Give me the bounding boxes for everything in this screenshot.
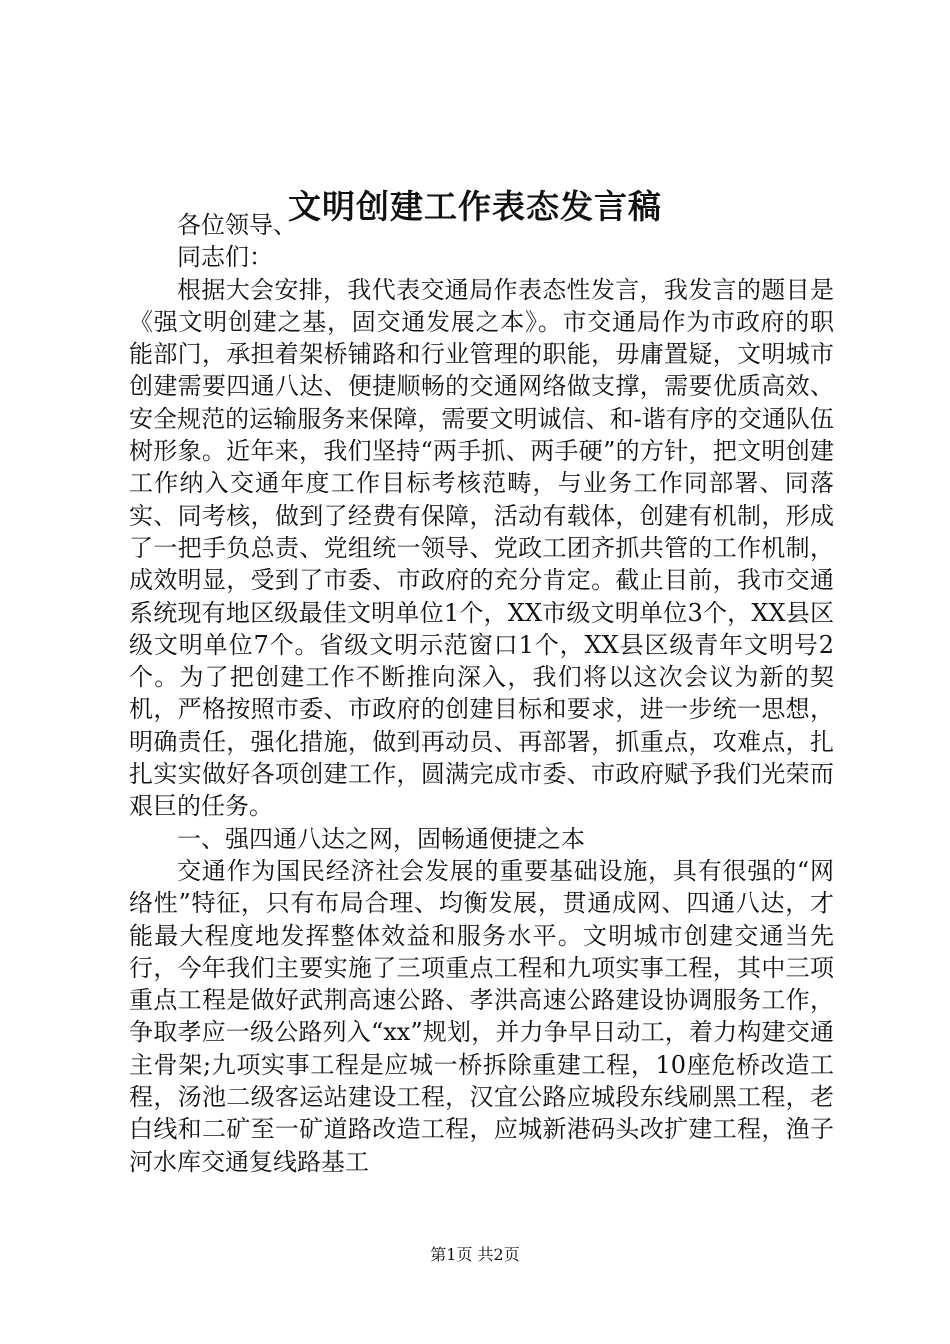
body-paragraph: 根据大会安排，我代表交通局作表态性发言，我发言的题目是《强文明创建之基，固交通发展之本》。市交通局作为市政府的职能部门，承担着架桥铺路和行业管理的职能，毋庸置疑，文明城市创建需要四通八达、便捷顺畅的交通网络做支撑，需要优质高效、安全规范的运输服务来保障，需要文明诚信、和-谐有序的交通队伍树形象。近年来，我们坚持“两手抓、两手硬”的方针，把文明创建工作纳入交通年度工作目标考核范畴，与业务工作同部署、同落实、同考核，做到了经费有保障，活动有载体，创建有机制，形成了一把手负总责、党组统一领导、党政工团齐抓共管的工作机制，成效明显，受到了市委、市政府的充分肯定。截止目前，我市交通系统现有地区级最佳文明单位1个，XX市级文明单位3个，XX县区级文明单位7个。省级文明示范窗口1个，XX县区级青年文明号2个。为了把创建工作不断推向深入，我们将以这次会议为新的契机，严格按照市委、市政府的创建目标和要求，进一步统一思想，明确责任，强化措施，做到再动员、再部署，抓重点，攻难点，扎扎实实做好各项创建工作，圆满完成市委、市政府赋予我们光荣而艰巨的任务。 (129, 275, 834, 821)
salutation-comrades: 同志们： (177, 243, 273, 272)
document-body (129, 209, 834, 1178)
page-footer: 第1页 共2页 (430, 1245, 520, 1264)
section-heading: 一、强四通八达之网，固畅通便捷之本 (177, 824, 585, 853)
salutation-leaders: 各位领导、 (177, 211, 297, 239)
body-paragraph: 交通作为国民经济社会发展的重要基础设施，具有很强的“网络性”特征，只有布局合理、均衡发展，贯通成网、四通八达，才能最大程度地发挥整体效益和服务水平。文明城市创建交通当先行，今年我们主要实施了三项重点工程和九项实事工程，其中三项重点工程是做好武荆高速公路、孝洪高速公路建设协调服务工作，争取孝应一级公路列入“xx”规划，并力争早日动工，着力构建交通主骨架;九项实事工程是应城一桥拆除重建工程，10座危桥改造工程，汤池二级客运站建设工程，汉宜公路应城段东线刷黑工程，老白线和二矿至一矿道路改造工程，应城新港码头改扩建工程，渔子河水库交通复线路基工 (129, 856, 834, 1176)
document-title: 文明创建工作表态发言稿 (288, 187, 662, 226)
